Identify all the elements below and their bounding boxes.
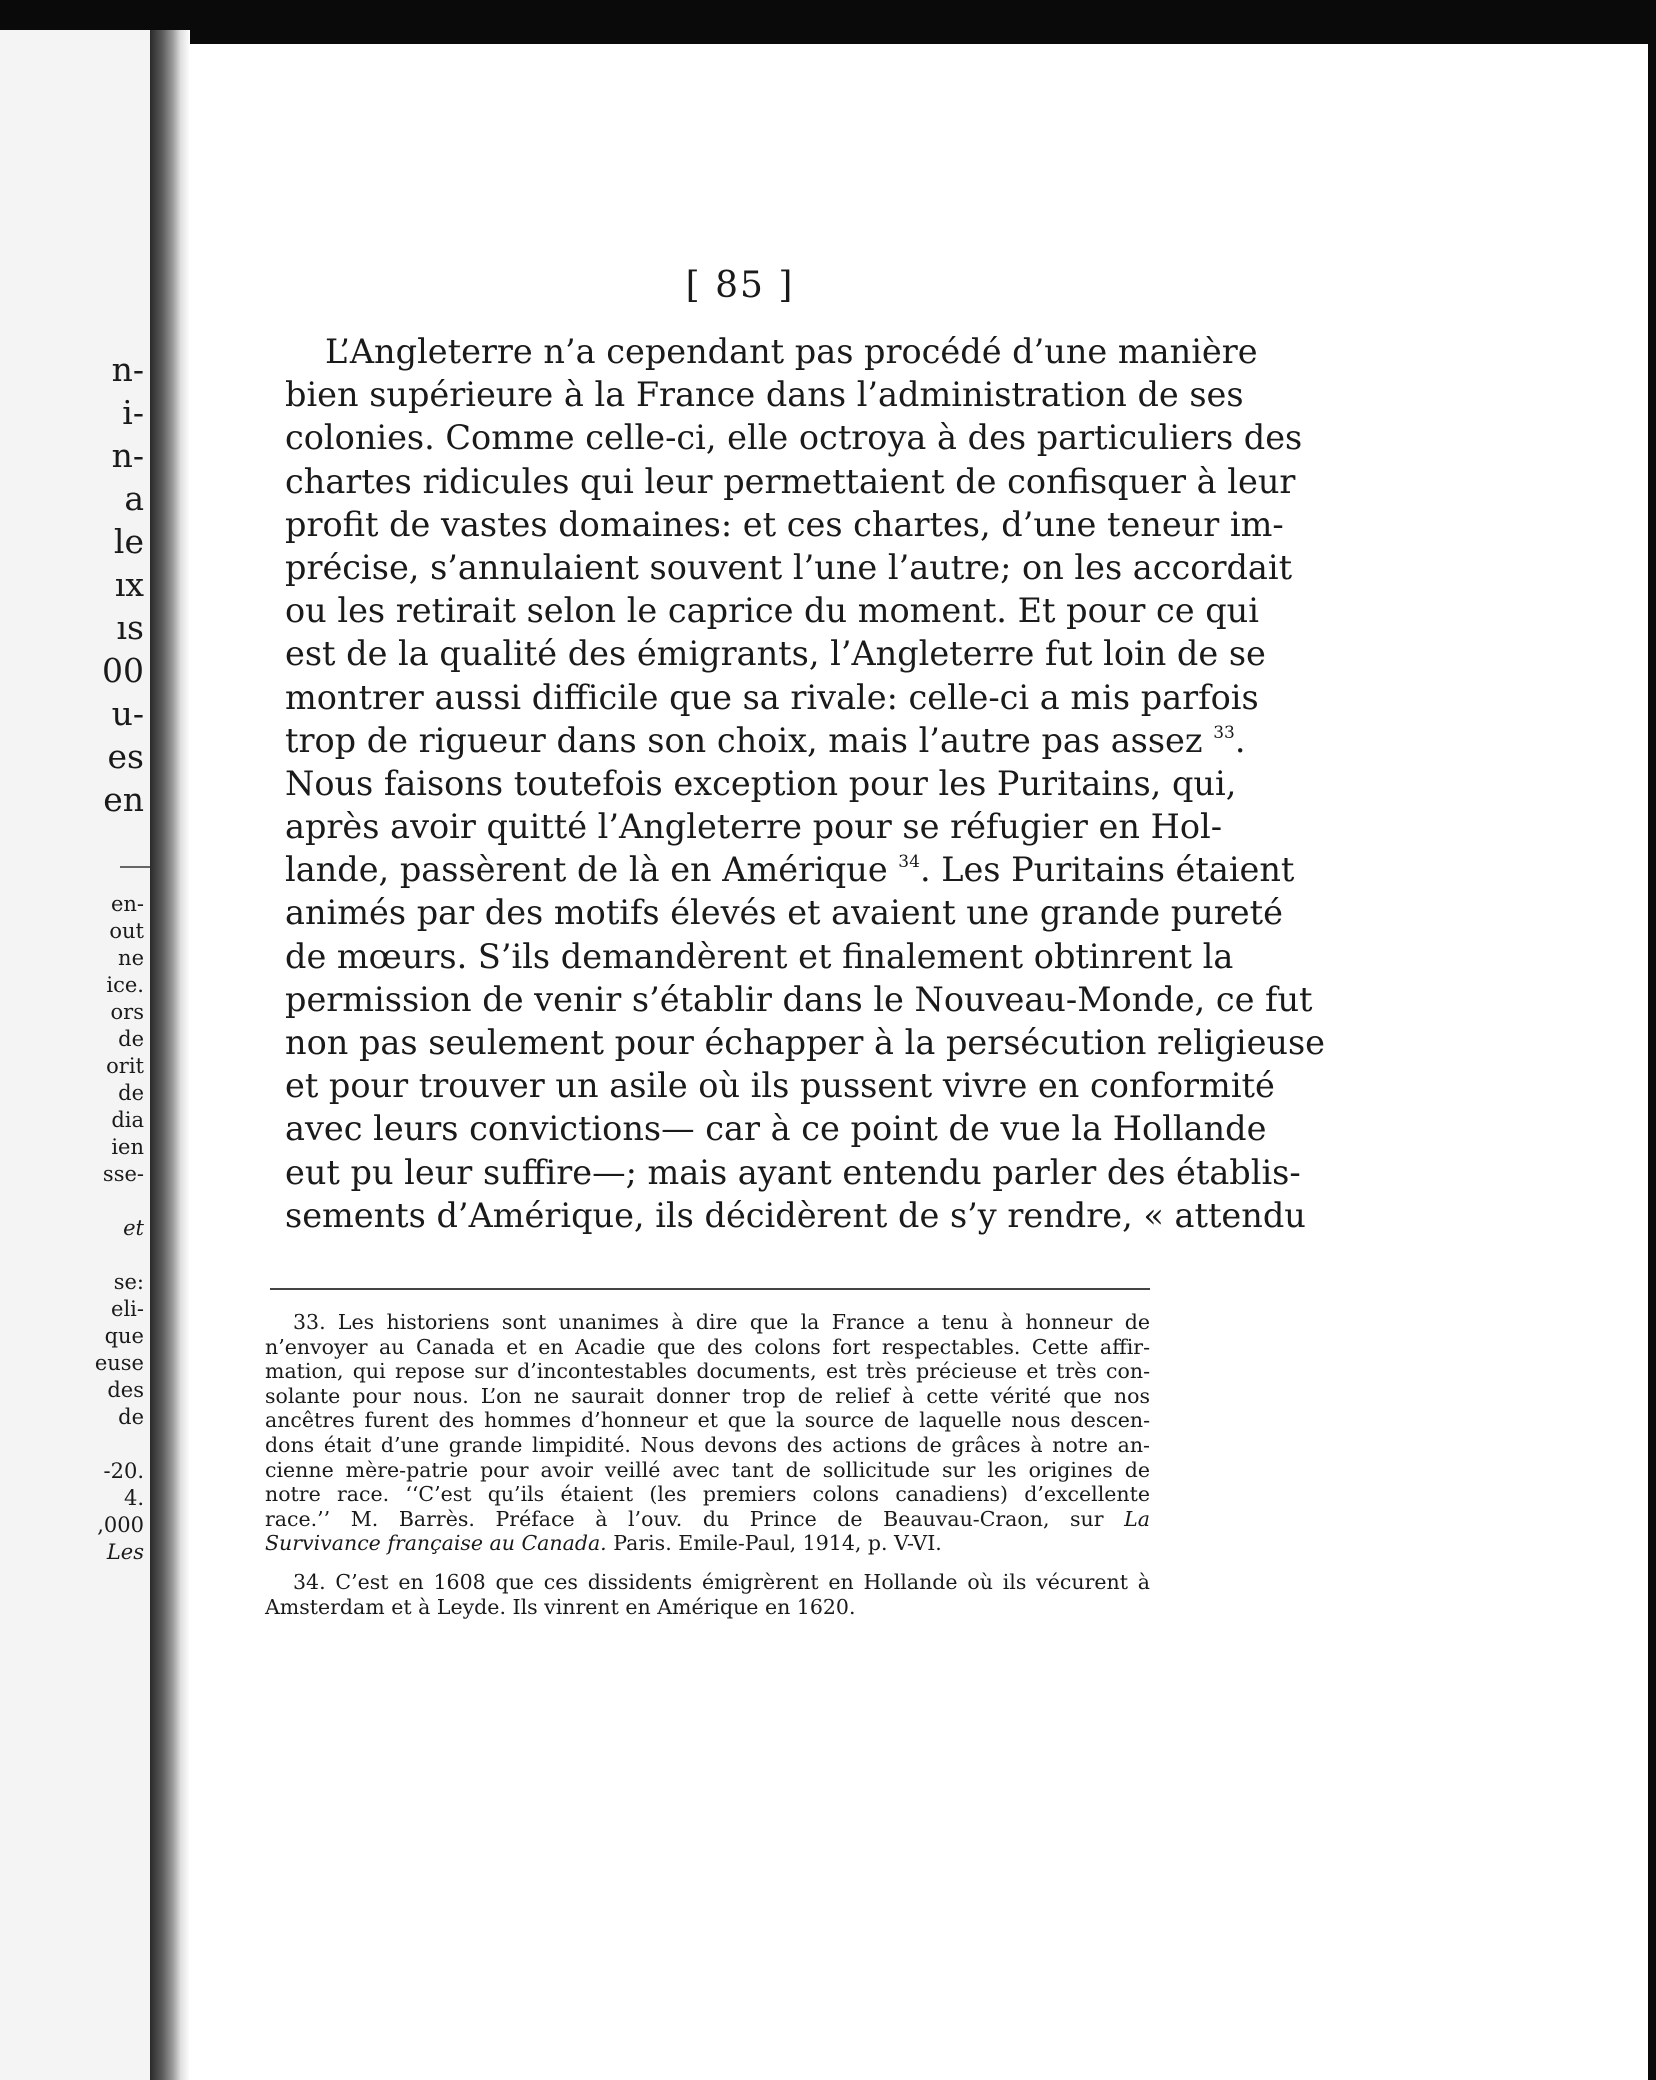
body-line: profit de vastes domaines: et ces chartes, d’une teneur im- (285, 504, 1284, 544)
body-line-text: trop de rigueur dans son choix, mais l’autre pas assez (285, 720, 1203, 760)
footnote-ref-33: 33 (1213, 722, 1235, 743)
footnote-33-book-title: La (1124, 1506, 1150, 1531)
body-line: eut pu leur suffire—; mais ayant entendu parler des établis- (285, 1152, 1301, 1192)
left-page-note-fragment: et (123, 1216, 144, 1240)
left-page-note-fragment: out (109, 919, 144, 943)
body-line: chartes ridicules qui leur permettaient de confisquer à leur (285, 461, 1296, 501)
left-page-fragment: 00 (102, 651, 144, 690)
left-page-note-fragment: de (118, 1405, 144, 1429)
left-page (0, 30, 150, 2080)
body-line: L’Angleterre n’a cependant pas procédé d’une manière (325, 332, 1258, 371)
body-line: de mœurs. S’ils demandèrent et finalement obtinrent la (285, 936, 1234, 976)
body-line: sements d’Amérique, ils décidèrent de s’y rendre, « attendu (285, 1195, 1306, 1235)
left-page-note-fragment: -20. (103, 1459, 144, 1483)
left-page-note-fragment: de (118, 1027, 144, 1051)
left-page-note-fragment: ne (118, 946, 144, 970)
body-line-punct: . (1234, 720, 1246, 760)
left-page-fragment: es (107, 737, 144, 776)
footnote-33-book-title: Survivance française au Canada. (265, 1531, 607, 1556)
footnote-rule (270, 1288, 1150, 1290)
left-page-footnote-rule (120, 866, 150, 868)
left-page-fragment: n- (111, 350, 144, 389)
left-page-fragment: u- (111, 694, 144, 733)
footnote-33-line: ancêtres furent des hommes d’honneur et que la source de laquelle nous descen- (265, 1408, 1150, 1433)
footnote-34-line: Amsterdam et à Leyde. Ils vinrent en Amérique en 1620. (265, 1594, 856, 1619)
left-page-fragment: ıs (116, 608, 144, 647)
body-line: et pour trouver un asile où ils pussent vivre en conformité (285, 1066, 1275, 1106)
body-line: ou les retirait selon le caprice du moment. Et pour ce qui (285, 591, 1259, 631)
body-line (285, 719, 1246, 762)
body-line: après avoir quitté l’Angleterre pour se réfugier en Hol- (285, 807, 1223, 847)
left-page-note-fragment: sse- (102, 1162, 144, 1186)
left-page-note-fragment: en- (110, 892, 144, 916)
left-page-fragment: i- (122, 393, 144, 432)
binding-gutter-edge (180, 30, 190, 2080)
body-line-text: . Les Puritains étaient (919, 850, 1295, 890)
left-page-note-fragment: se: (113, 1270, 144, 1294)
left-page-note-fragment: de (118, 1081, 144, 1105)
left-page-fragment: n- (111, 436, 144, 475)
left-page-note-fragment: ors (110, 1000, 144, 1024)
footnote-33-line: solante pour nous. L’on ne saurait donner trop de relief à cette vérité que nos (265, 1383, 1150, 1408)
left-page-note-fragment: orit (106, 1054, 144, 1078)
left-page-fragment: ıx (114, 565, 144, 604)
body-line: permission de venir s’établir dans le Nouveau-Monde, ce fut (285, 979, 1313, 1019)
footnote-34-line: 34. C’est en 1608 que ces dissidents émigrèrent en Hollande où ils vécurent à (293, 1569, 1150, 1594)
left-page-note-fragment: 4. (123, 1486, 144, 1510)
body-line: avec leurs convictions— car à ce point de vue la Hollande (285, 1109, 1267, 1149)
left-page-note-fragment: Les (106, 1540, 144, 1564)
body-line: est de la qualité des émigrants, l’Angleterre fut loin de se (285, 634, 1266, 674)
left-page-note-fragment: des (107, 1378, 144, 1402)
left-page-fragment: le (113, 522, 144, 561)
footnote-33-line: 33. Les historiens sont unanimes à dire que la France a tenu à honneur de (293, 1310, 1150, 1334)
footnote-33-line: mation, qui repose sur d’incontestables documents, est très précieuse et très con- (265, 1359, 1150, 1384)
footnote-33-line: dons était d’une grande limpidité. Nous devons des actions de grâces à notre an- (265, 1432, 1150, 1457)
body-line: animés par des motifs élevés et avaient une grande pureté (285, 893, 1283, 933)
body-line: précise, s’annulaient souvent l’une l’autre; on les accordait (285, 547, 1293, 587)
footnotes (265, 1310, 1150, 1619)
page-number: [ 85 ] (685, 265, 795, 306)
left-page-fragment: en (103, 780, 144, 819)
left-page-note-fragment: que (104, 1324, 144, 1348)
footnote-33-line: n’envoyer au Canada et en Acadie que des colons fort respectables. Cette affir- (265, 1334, 1150, 1359)
body-line: non pas seulement pour échapper à la persécution religieuse (285, 1023, 1326, 1062)
binding-gutter-shadow (150, 30, 180, 2080)
footnote-33-line: cienne mère-patrie pour avoir veillé avec tant de sollicitude sur les origines de (265, 1457, 1150, 1482)
left-page-note-fragment: eli- (111, 1297, 144, 1321)
left-page-note-fragment: euse (94, 1351, 144, 1375)
scan-top-border (0, 0, 1656, 44)
footnote-33-text: Paris. Emile-Paul, 1914, p. V-VI. (606, 1531, 942, 1556)
body-line: bien supérieure à la France dans l’administration de ses (285, 375, 1244, 415)
body-line: montrer aussi difficile que sa rivale: celle-ci a mis parfois (285, 677, 1259, 717)
left-page-note-fragment: dia (111, 1108, 144, 1132)
body-line: Nous faisons toutefois exception pour les Puritains, qui, (285, 763, 1237, 803)
left-page-note-fragment: ien (111, 1135, 144, 1159)
left-page-note-fragment: ice. (106, 973, 144, 997)
body-text (285, 330, 1326, 1237)
left-page-fragment: a (124, 479, 144, 518)
footnote-33-text: race.’’ M. Barrès. Préface à l’ouv. du Prince de Beauvau-Craon, sur (265, 1506, 1104, 1531)
footnote-33-line (265, 1507, 1150, 1532)
body-line: colonies. Comme celle-ci, elle octroya à des particuliers des (285, 418, 1303, 458)
scan-right-border (1648, 0, 1656, 2080)
body-line (285, 848, 1295, 891)
body-line-text: lande, passèrent de là en Amérique (285, 850, 888, 890)
footnote-ref-34: 34 (898, 852, 920, 873)
footnote-33-line: notre race. ‘‘C’est qu’ils étaient (les premiers colons canadiens) d’excellente (265, 1482, 1150, 1507)
footnote-33-line (265, 1531, 1150, 1556)
left-page-note-fragment: ,000 (97, 1513, 144, 1537)
